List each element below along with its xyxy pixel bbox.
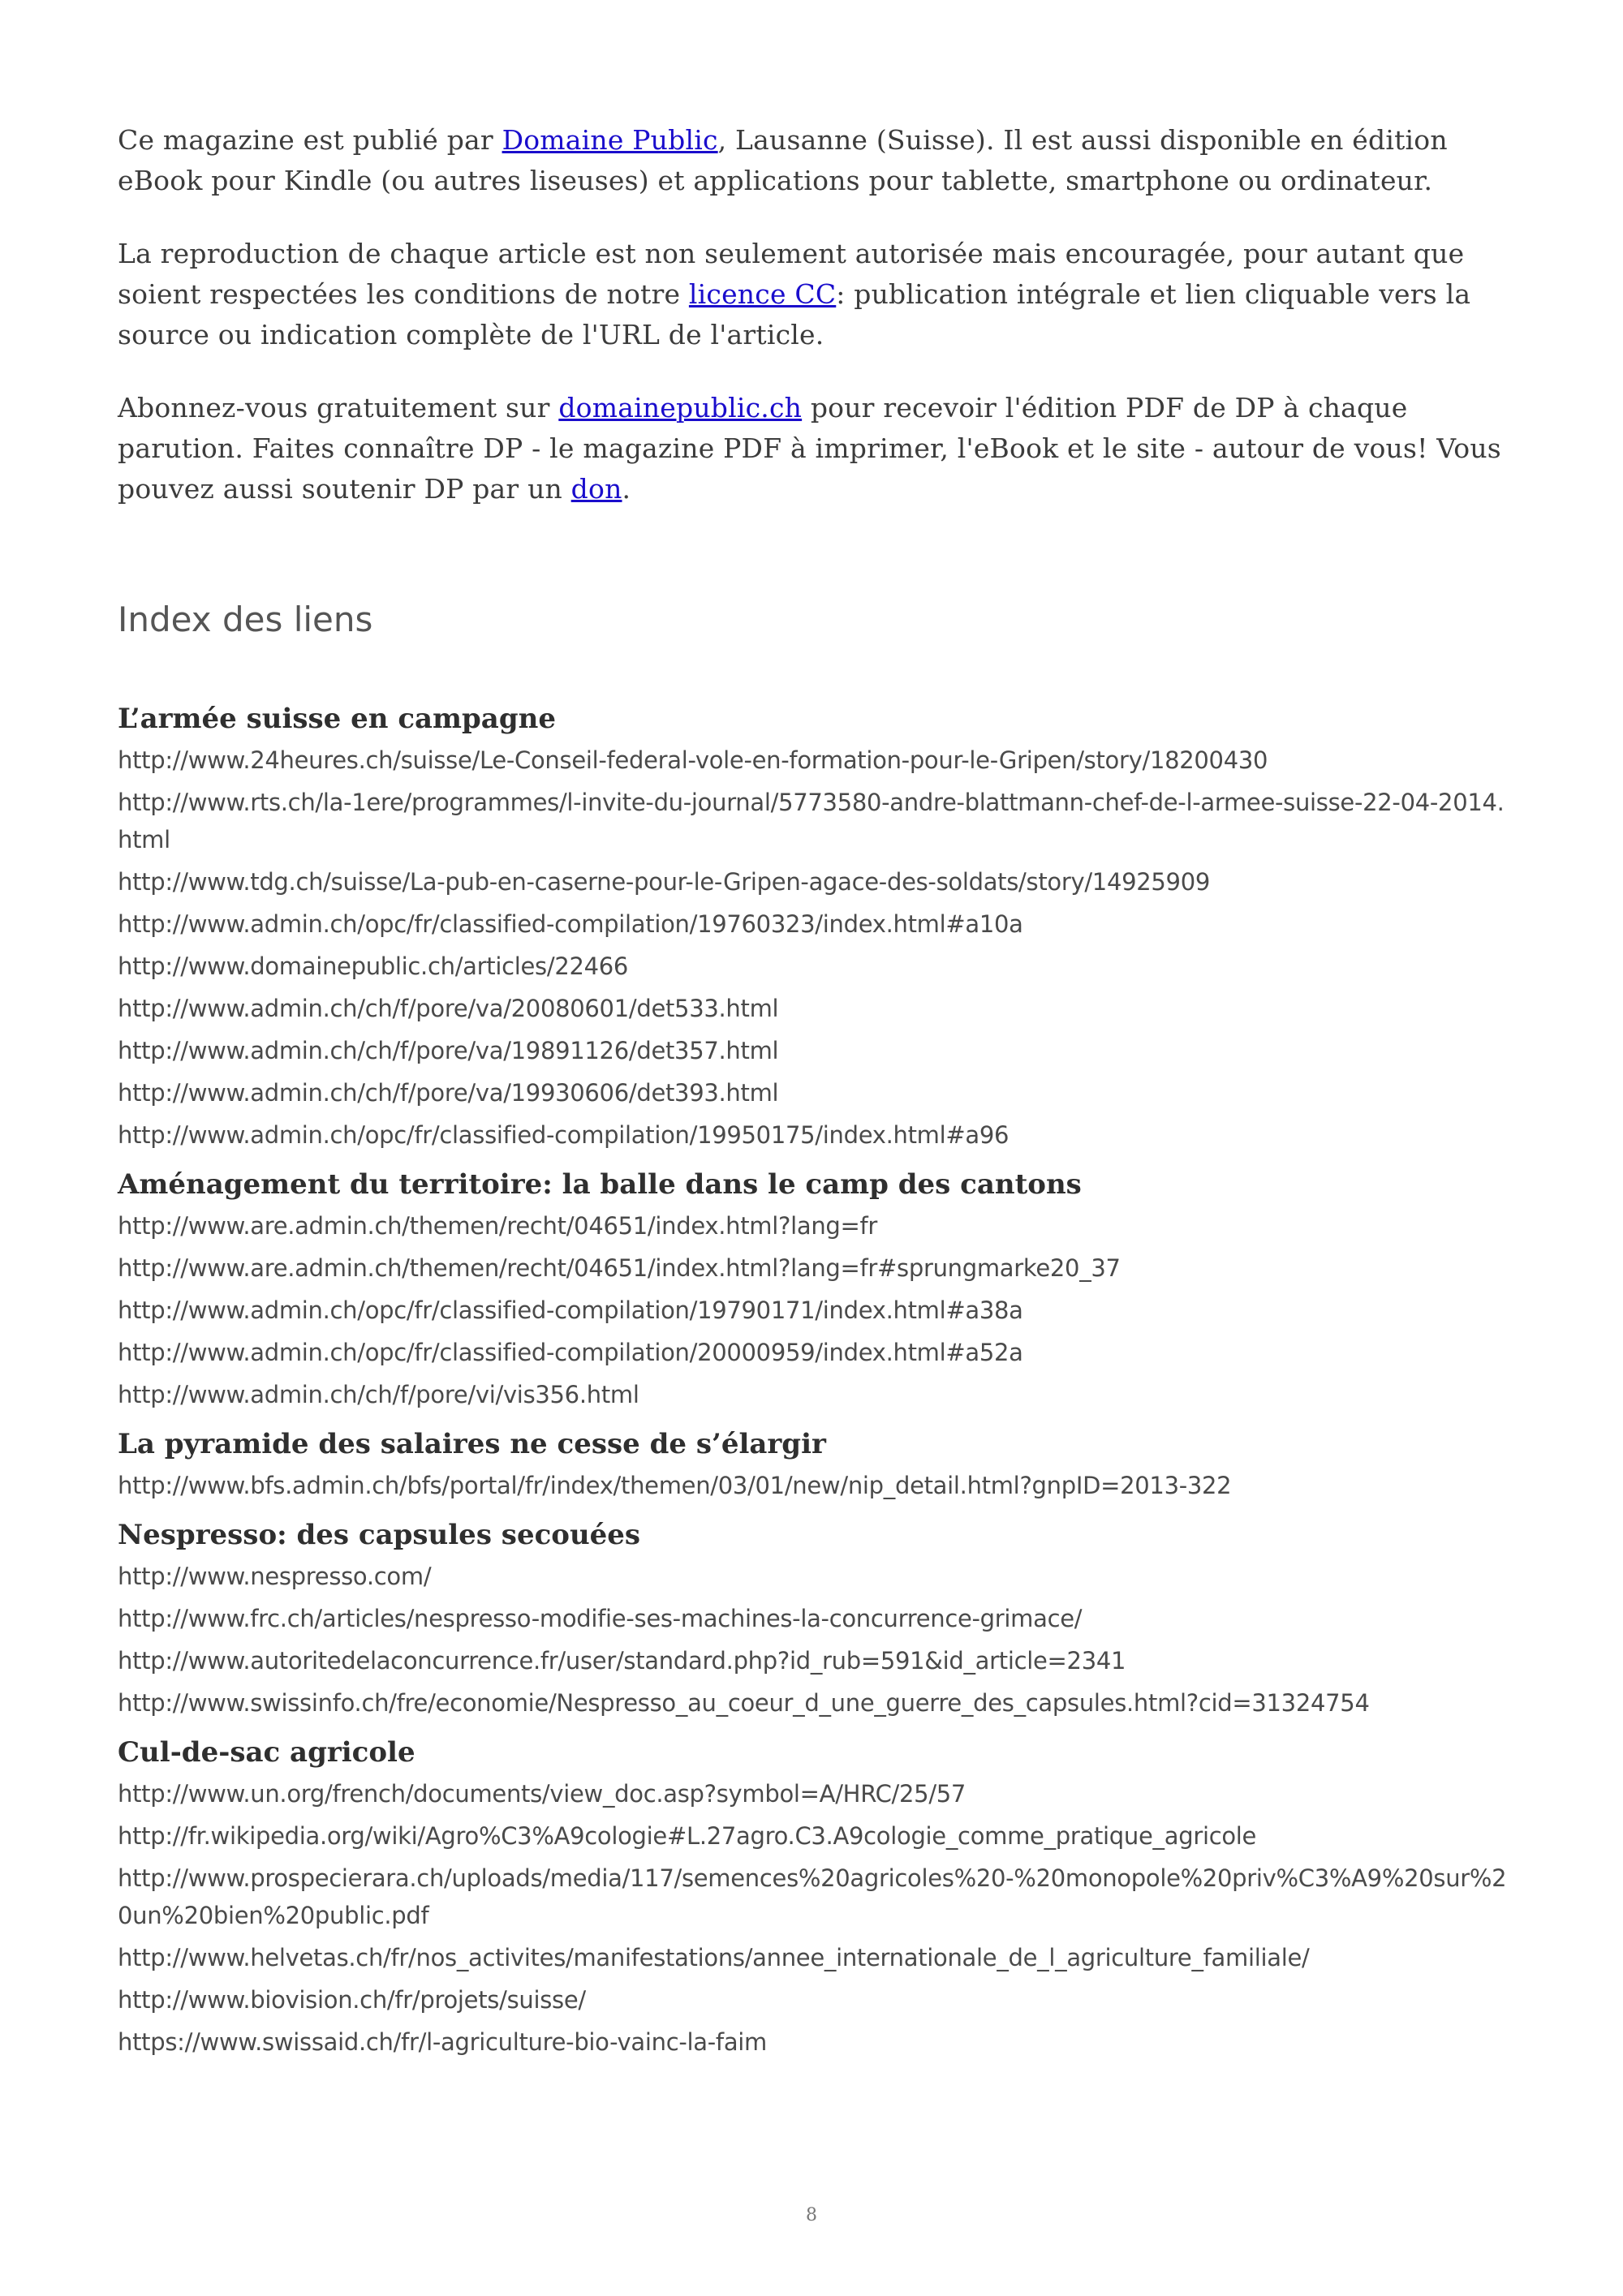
link-url[interactable]: http://www.admin.ch/ch/f/pore/vi/vis356.html <box>118 1381 639 1408</box>
link-url[interactable]: http://www.admin.ch/ch/f/pore/va/19891126/det357.html <box>118 1037 779 1064</box>
link-url[interactable]: http://www.autoritedelaconcurrence.fr/user/standard.php?id_rub=591&id_article=2341 <box>118 1647 1126 1675</box>
link-url[interactable]: http://www.are.admin.ch/themen/recht/04651/index.html?lang=fr <box>118 1212 878 1240</box>
intro-paragraph-license <box>118 234 1513 355</box>
link-url[interactable]: http://www.un.org/french/documents/view_doc.asp?symbol=A/HRC/25/57 <box>118 1780 966 1808</box>
link-url[interactable]: http://www.admin.ch/opc/fr/classified-compilation/20000959/index.html#a52a <box>118 1339 1023 1366</box>
link-url[interactable]: http://www.admin.ch/opc/fr/classified-compilation/19950175/index.html#a96 <box>118 1121 1010 1149</box>
link-url[interactable]: http://www.domainepublic.ch/articles/22466 <box>118 952 629 980</box>
link-url[interactable]: https://www.swissaid.ch/fr/l-agriculture-bio-vainc-la-faim <box>118 2028 768 2056</box>
domaine-public-link[interactable]: Domaine Public <box>502 124 718 156</box>
intro-paragraph-publisher <box>118 120 1513 201</box>
link-url[interactable]: http://www.biovision.ch/fr/projets/suisse/ <box>118 1986 586 2014</box>
link-url[interactable]: http://www.admin.ch/ch/f/pore/va/19930606/det393.html <box>118 1079 779 1107</box>
intro-p3-after: . <box>622 473 631 505</box>
link-section <box>118 1733 1513 2061</box>
link-url[interactable]: http://www.helvetas.ch/fr/nos_activites/manifestations/annee_internationale_de_l_agriculture_familiale/ <box>118 1944 1310 1971</box>
intro-p3-middle: pour recevoir l'édition PDF de DP à chaque parution. Faites connaître DP - le magazine PDF à imprimer, l'eBook et le site - autour de vous! Vous pouvez aussi soutenir DP par un <box>118 392 1501 505</box>
link-section <box>118 1165 1513 1413</box>
link-list <box>118 1558 1513 1722</box>
domainepublic-link[interactable]: domainepublic.ch <box>558 392 803 424</box>
section-title: La pyramide des salaires ne cesse de s’élargir <box>118 1428 826 1460</box>
document-page <box>118 120 1513 2072</box>
link-url[interactable]: http://www.are.admin.ch/themen/recht/04651/index.html?lang=fr#sprungmarke20_37 <box>118 1254 1121 1282</box>
link-url[interactable]: http://www.admin.ch/ch/f/pore/va/20080601/det533.html <box>118 995 779 1022</box>
section-title: Cul-de-sac agricole <box>118 1736 415 1769</box>
link-url[interactable]: http://www.prospecierara.ch/uploads/media/117/semences%20agricoles%20-%20monopole%20priv%C3%A9%20sur%20un%20bien%20public.pdf <box>118 1864 1507 1929</box>
link-url[interactable]: http://www.tdg.ch/suisse/La-pub-en-caserne-pour-le-Gripen-agace-des-soldats/story/14925909 <box>118 868 1211 896</box>
section-title: L’armée suisse en campagne <box>118 703 556 735</box>
link-section <box>118 699 1513 1154</box>
link-section <box>118 1425 1513 1504</box>
link-list <box>118 1467 1513 1504</box>
link-url[interactable]: http://fr.wikipedia.org/wiki/Agro%C3%A9cologie#L.27agro.C3.A9cologie_comme_pratique_agricole <box>118 1822 1257 1850</box>
index-title: Index des liens <box>118 600 373 639</box>
section-title: Nespresso: des capsules secouées <box>118 1519 641 1551</box>
intro-p1-after: , Lausanne (Suisse). Il est aussi disponible en édition eBook pour Kindle (ou autres liseuses) et applications pour tablette, smartphone ou ordinateur. <box>118 124 1448 196</box>
intro-p2-after: : publication intégrale et lien cliquable vers la source ou indication complète de l'URL de l'article. <box>118 278 1471 350</box>
link-url[interactable]: http://www.bfs.admin.ch/bfs/portal/fr/index/themen/03/01/new/nip_detail.html?gnpID=2013-322 <box>118 1472 1232 1499</box>
intro-block <box>118 120 1513 510</box>
link-url[interactable]: http://www.swissinfo.ch/fre/economie/Nespresso_au_coeur_d_une_guerre_des_capsules.html?cid=31324754 <box>118 1689 1370 1717</box>
intro-p1-before: Ce magazine est publié par <box>118 124 502 156</box>
link-url[interactable]: http://www.frc.ch/articles/nespresso-modifie-ses-machines-la-concurrence-grimace/ <box>118 1605 1083 1632</box>
link-url[interactable]: http://www.rts.ch/la-1ere/programmes/l-invite-du-journal/5773580-andre-blattmann-chef-de-l-armee-suisse-22-04-2014.html <box>118 789 1505 853</box>
link-url[interactable]: http://www.admin.ch/opc/fr/classified-compilation/19760323/index.html#a10a <box>118 910 1023 938</box>
link-section <box>118 1516 1513 1722</box>
intro-p3-before: Abonnez-vous gratuitement sur <box>118 392 559 424</box>
page-number: 8 <box>806 2205 817 2225</box>
intro-paragraph-subscribe <box>118 388 1513 510</box>
section-title: Aménagement du territoire: la balle dans le camp des cantons <box>118 1168 1082 1201</box>
licence-cc-link[interactable]: licence CC <box>688 278 837 310</box>
link-list <box>118 1775 1513 2061</box>
link-list <box>118 742 1513 1154</box>
link-list <box>118 1207 1513 1413</box>
link-url[interactable]: http://www.24heures.ch/suisse/Le-Conseil-federal-vole-en-formation-pour-le-Gripen/story/18200430 <box>118 746 1268 774</box>
don-link[interactable]: don <box>570 473 622 505</box>
link-index <box>118 699 1513 2061</box>
intro-p2-before: La reproduction de chaque article est non seulement autorisée mais encouragée, pour autant que soient respectées les conditions de notre <box>118 238 1465 310</box>
link-url[interactable]: http://www.nespresso.com/ <box>118 1563 432 1590</box>
link-url[interactable]: http://www.admin.ch/opc/fr/classified-compilation/19790171/index.html#a38a <box>118 1296 1023 1324</box>
